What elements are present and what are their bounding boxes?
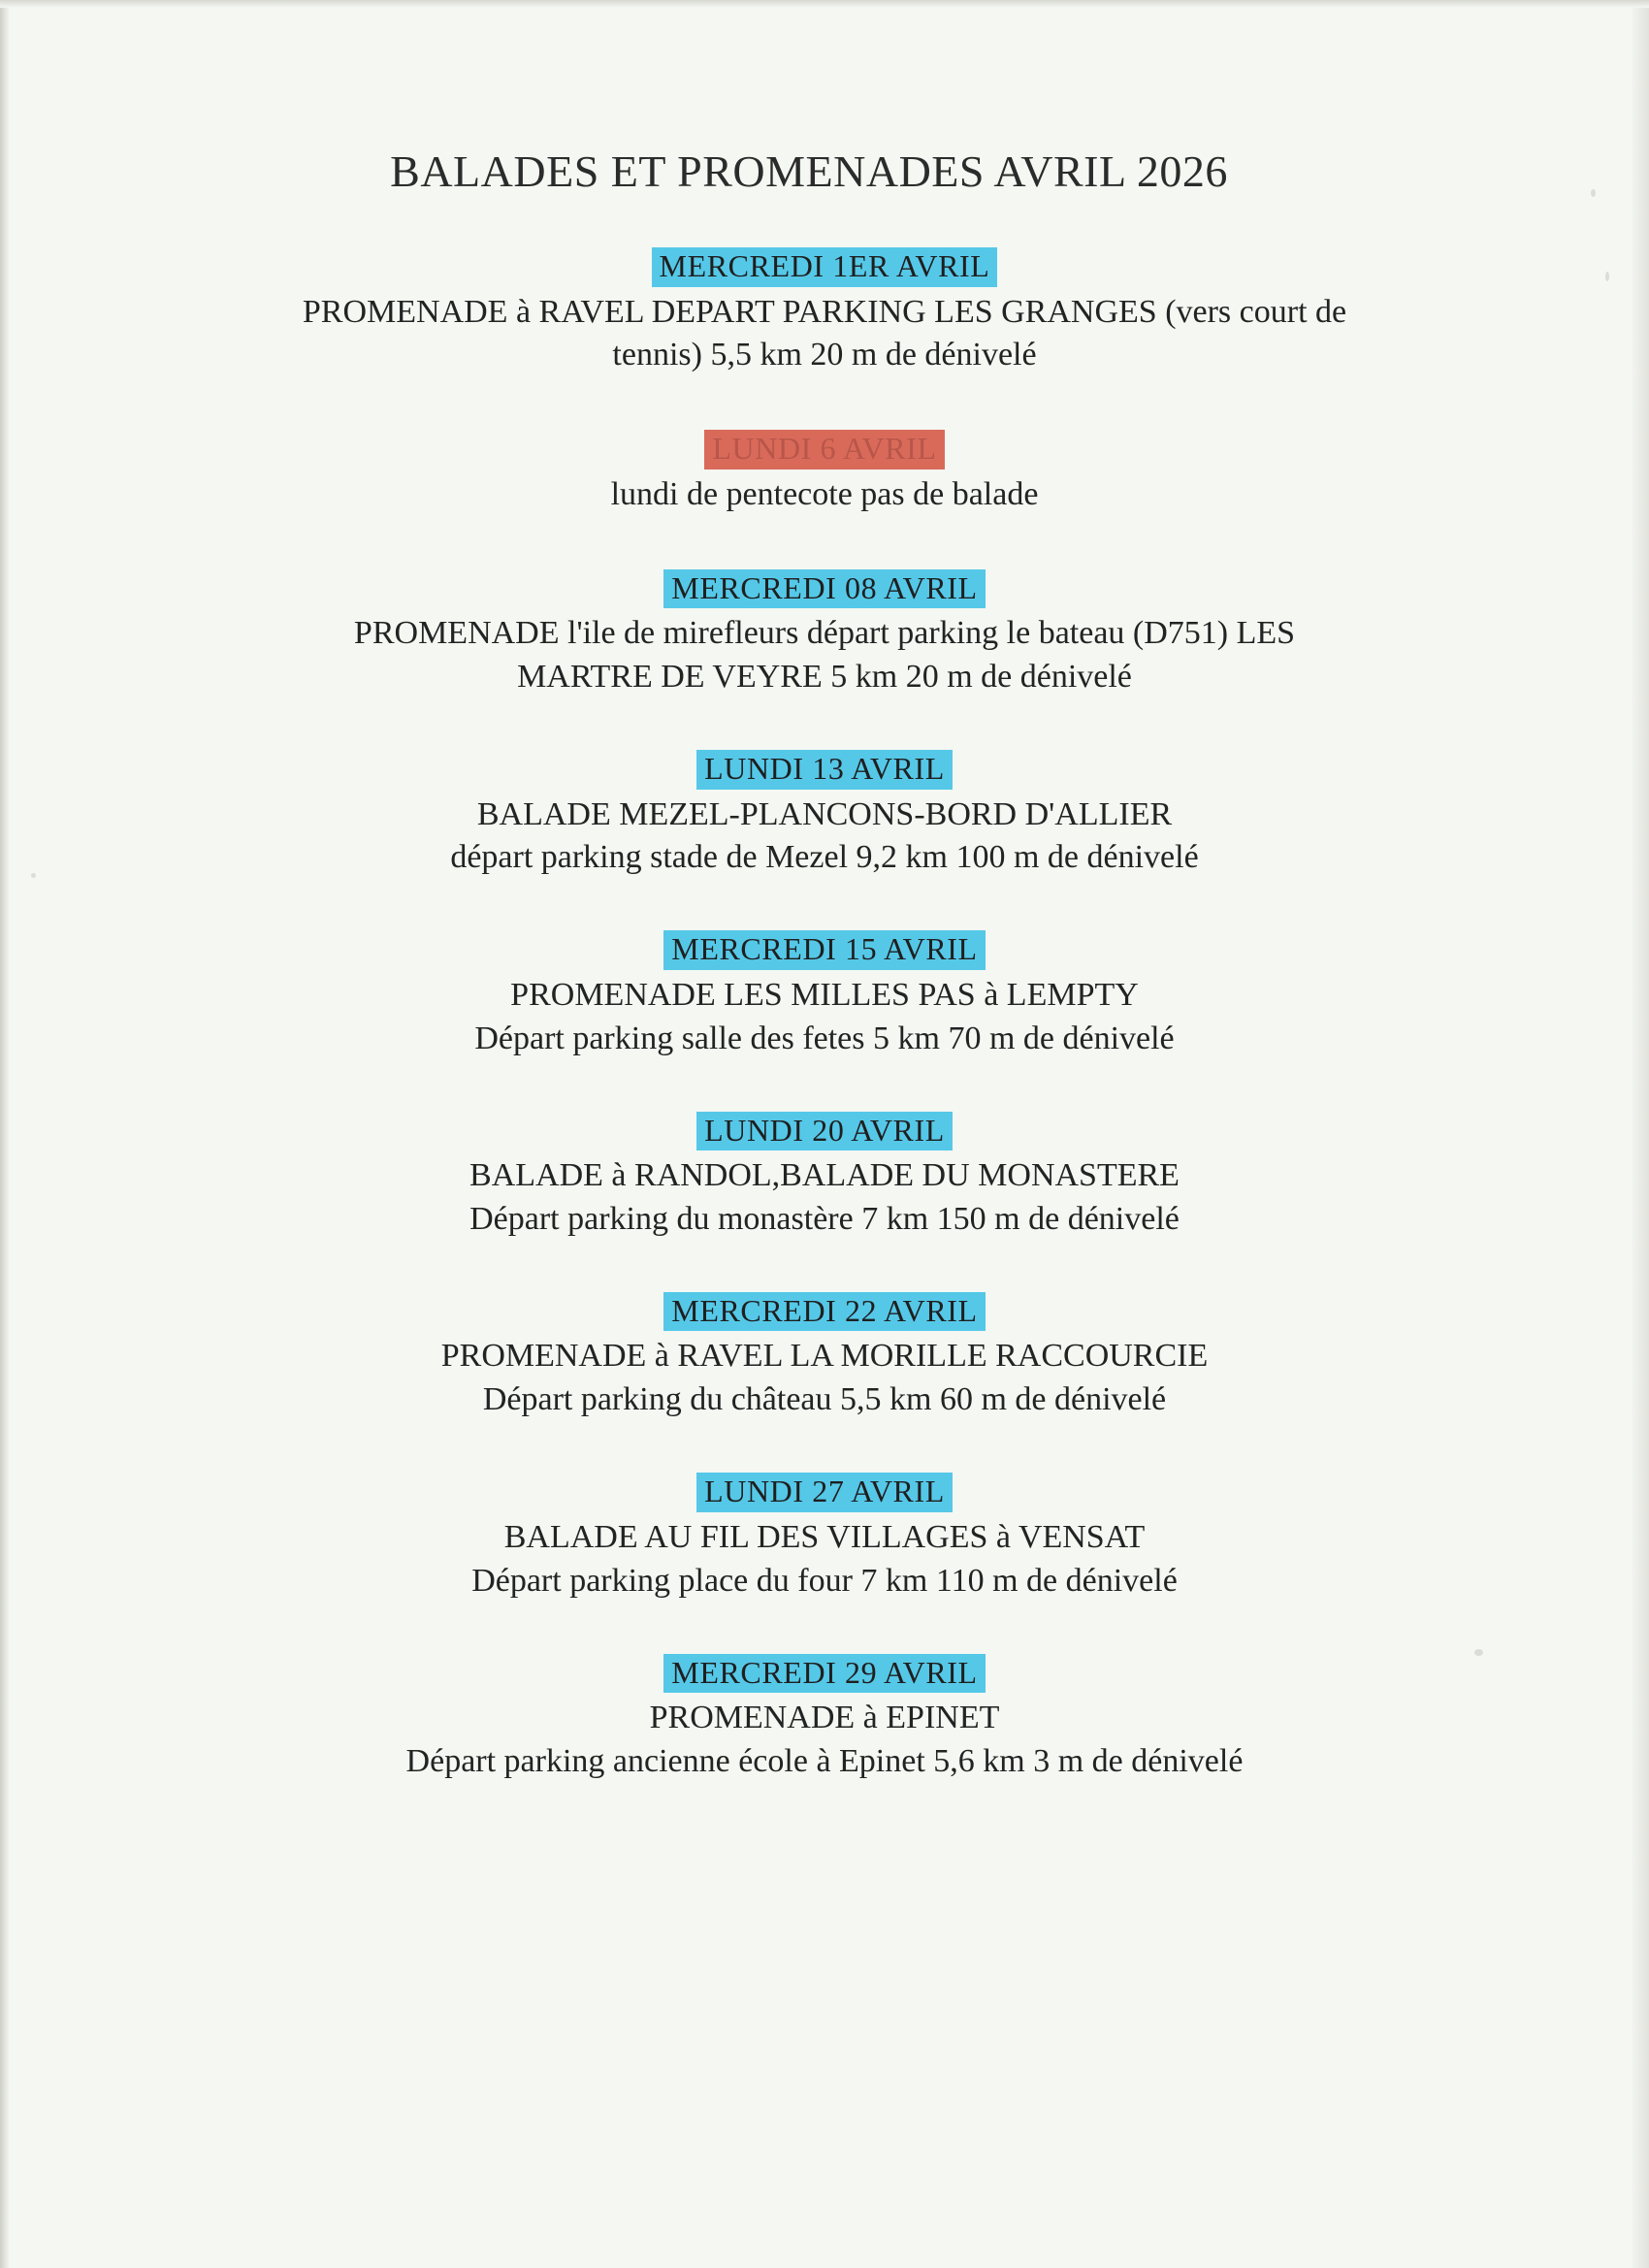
event-description-line-2: départ parking stade de Mezel 9,2 km 100 m de dénivelé (450, 839, 1199, 876)
event-description-line-1: BALADE à RANDOL,BALADE DU MONASTERE (469, 1157, 1180, 1194)
event-description-line-1: PROMENADE à RAVEL DEPART PARKING LES GRANGES (vers court de (302, 293, 1347, 330)
event-date-row (0, 247, 1649, 287)
events-list (0, 247, 1649, 1784)
event-description-line-2: Départ parking du château 5,5 km 60 m de dénivelé (482, 1381, 1167, 1418)
list-item (0, 930, 1649, 1060)
event-date-row (0, 1654, 1649, 1694)
event-date-row (0, 430, 1649, 470)
event-description-line-2: Départ parking ancienne école à Epinet 5,6 km 3 m de dénivelé (405, 1742, 1244, 1779)
event-date-row (0, 750, 1649, 790)
event-date-badge: MERCREDI 15 AVRIL (663, 930, 985, 970)
page-title: BALADES ET PROMENADES AVRIL 2026 (390, 146, 1228, 196)
list-item (0, 430, 1649, 516)
event-description-line-1: PROMENADE LES MILLES PAS à LEMPTY (510, 976, 1139, 1013)
event-date-badge: LUNDI 20 AVRIL (696, 1112, 953, 1151)
event-description-line-2: Départ parking du monastère 7 km 150 m de dénivelé (469, 1201, 1180, 1238)
list-item (0, 1292, 1649, 1422)
event-description-line-2: MARTRE DE VEYRE 5 km 20 m de dénivelé (517, 659, 1132, 696)
event-date-badge: MERCREDI 08 AVRIL (663, 569, 985, 609)
event-description-line-1: BALADE MEZEL-PLANCONS-BORD D'ALLIER (476, 795, 1173, 832)
event-date-badge: LUNDI 13 AVRIL (696, 750, 953, 790)
list-item (0, 247, 1649, 377)
event-date-row (0, 1112, 1649, 1151)
event-date-row (0, 569, 1649, 609)
list-item (0, 569, 1649, 699)
event-date-badge: LUNDI 6 AVRIL (704, 430, 944, 470)
event-description-line-2: Départ parking place du four 7 km 110 m de dénivelé (471, 1562, 1178, 1599)
event-description-line-1: PROMENADE à RAVEL LA MORILLE RACCOURCIE (440, 1338, 1209, 1375)
event-date-row (0, 1292, 1649, 1332)
event-description-line-1: PROMENADE l'ile de mirefleurs départ parking le bateau (D751) LES (353, 615, 1296, 652)
event-description-line-2: tennis) 5,5 km 20 m de dénivelé (612, 337, 1037, 373)
event-date-row (0, 930, 1649, 970)
event-date-badge: MERCREDI 22 AVRIL (663, 1292, 985, 1332)
list-item (0, 1112, 1649, 1242)
event-description-line-2: Départ parking salle des fetes 5 km 70 m de dénivelé (474, 1020, 1175, 1056)
list-item (0, 750, 1649, 880)
event-date-row (0, 1473, 1649, 1512)
event-description-line-1: BALADE AU FIL DES VILLAGES à VENSAT (503, 1518, 1146, 1555)
list-item (0, 1654, 1649, 1784)
event-description-line-1: PROMENADE à EPINET (649, 1700, 1000, 1736)
event-date-badge: MERCREDI 1ER AVRIL (652, 247, 998, 287)
event-description-line-1: lundi de pentecote pas de balade (610, 475, 1039, 512)
event-date-badge: LUNDI 27 AVRIL (696, 1473, 953, 1512)
list-item (0, 1473, 1649, 1603)
event-date-badge: MERCREDI 29 AVRIL (663, 1654, 985, 1694)
